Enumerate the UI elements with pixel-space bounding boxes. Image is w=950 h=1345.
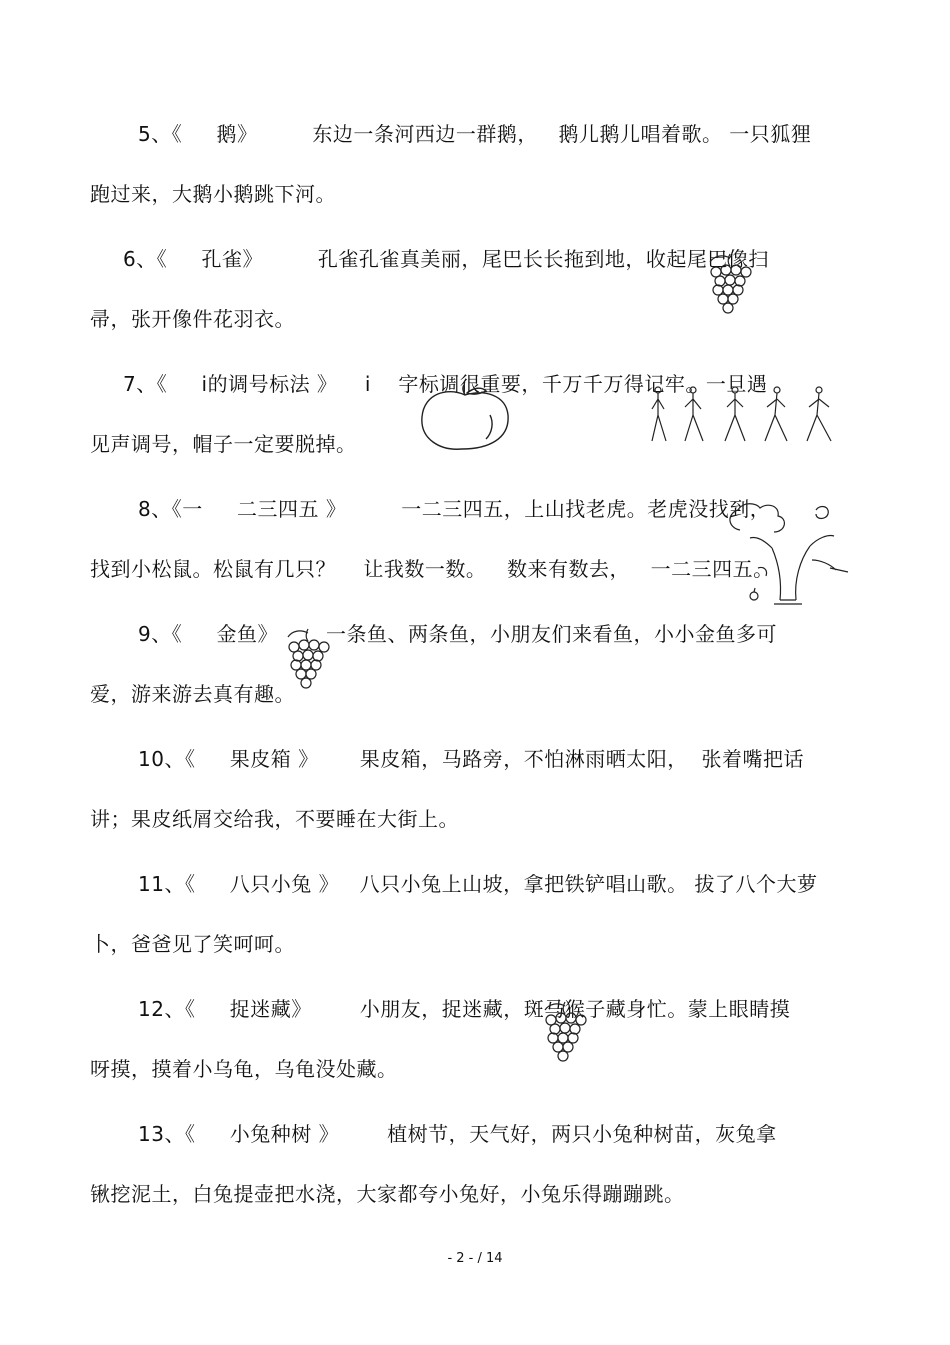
poem-8-line-2: 找到小松鼠。松鼠有几只？ 让我数一数。 数来有数去， 一二三四五。: [90, 557, 774, 581]
poem-9-line-2: 爱，游来游去真有趣。: [90, 682, 295, 706]
poem-12-line-1: 12、《 捉迷藏》 小朋友，捉迷藏，斑马猴子藏身忙。蒙上眼睛摸: [138, 997, 791, 1021]
poem-11-line-2: 卜，爸爸见了笑呵呵。: [90, 932, 295, 956]
poem-9-line-1: 9、《 金鱼》 一条鱼、两条鱼，小朋友们来看鱼，小小金鱼多可: [138, 622, 778, 646]
poem-11-line-1: 11、《 八只小兔 》 八只小兔上山坡，拿把铁铲唱山歌。 拔了八个大萝: [138, 872, 818, 896]
poem-7-line-2: 见声调号，帽子一定要脱掉。: [90, 432, 357, 456]
grapes-icon: [535, 998, 595, 1073]
poem-6-line-2: 帚，张开像件花羽衣。: [90, 307, 295, 331]
poem-5-line-2: 跑过来，大鹅小鹅跳下河。: [90, 182, 336, 206]
poem-10-line-2: 讲；果皮纸屑交给我，不要睡在大街上。: [90, 807, 459, 831]
apple-icon: [418, 385, 513, 455]
poem-6-line-1: 6、《 孔雀》 孔雀孔雀真美丽，尾巴长长拖到地，收起尾巴像扫: [123, 247, 769, 271]
poem-8-line-1: 8、《一 二三四五 》 一二三四五，上山找老虎。老虎没找到，: [138, 497, 771, 521]
walking-figures-icon: [640, 385, 845, 445]
poem-7-line-1: 7、《 i的调号标法 》 i 字标调很重要，千万千万得记牢。一旦遇: [123, 372, 768, 396]
poem-10-line-1: 10、《 果皮箱 》 果皮箱，马路旁，不怕淋雨晒太阳， 张着嘴把话: [138, 747, 804, 771]
poem-5-line-1: 5、《 鹅》 东边一条河西边一群鹅， 鹅儿鹅儿唱着歌。 一只狐狸: [138, 122, 812, 146]
page-number: - 2 - / 14: [447, 1251, 503, 1266]
tree-icon: [720, 500, 855, 610]
poem-13-line-1: 13、《 小兔种树 》 植树节，天气好，两只小兔种树苗，灰兔拿: [138, 1122, 777, 1146]
grapes-icon: [700, 250, 760, 320]
poem-13-line-2: 锹挖泥土，白兔提壶把水浇，大家都夸小兔好，小兔乐得蹦蹦跳。: [90, 1182, 685, 1206]
grapes-icon: [278, 625, 338, 700]
poem-12-line-2: 呀摸，摸着小乌龟，乌龟没处藏。: [90, 1057, 398, 1081]
